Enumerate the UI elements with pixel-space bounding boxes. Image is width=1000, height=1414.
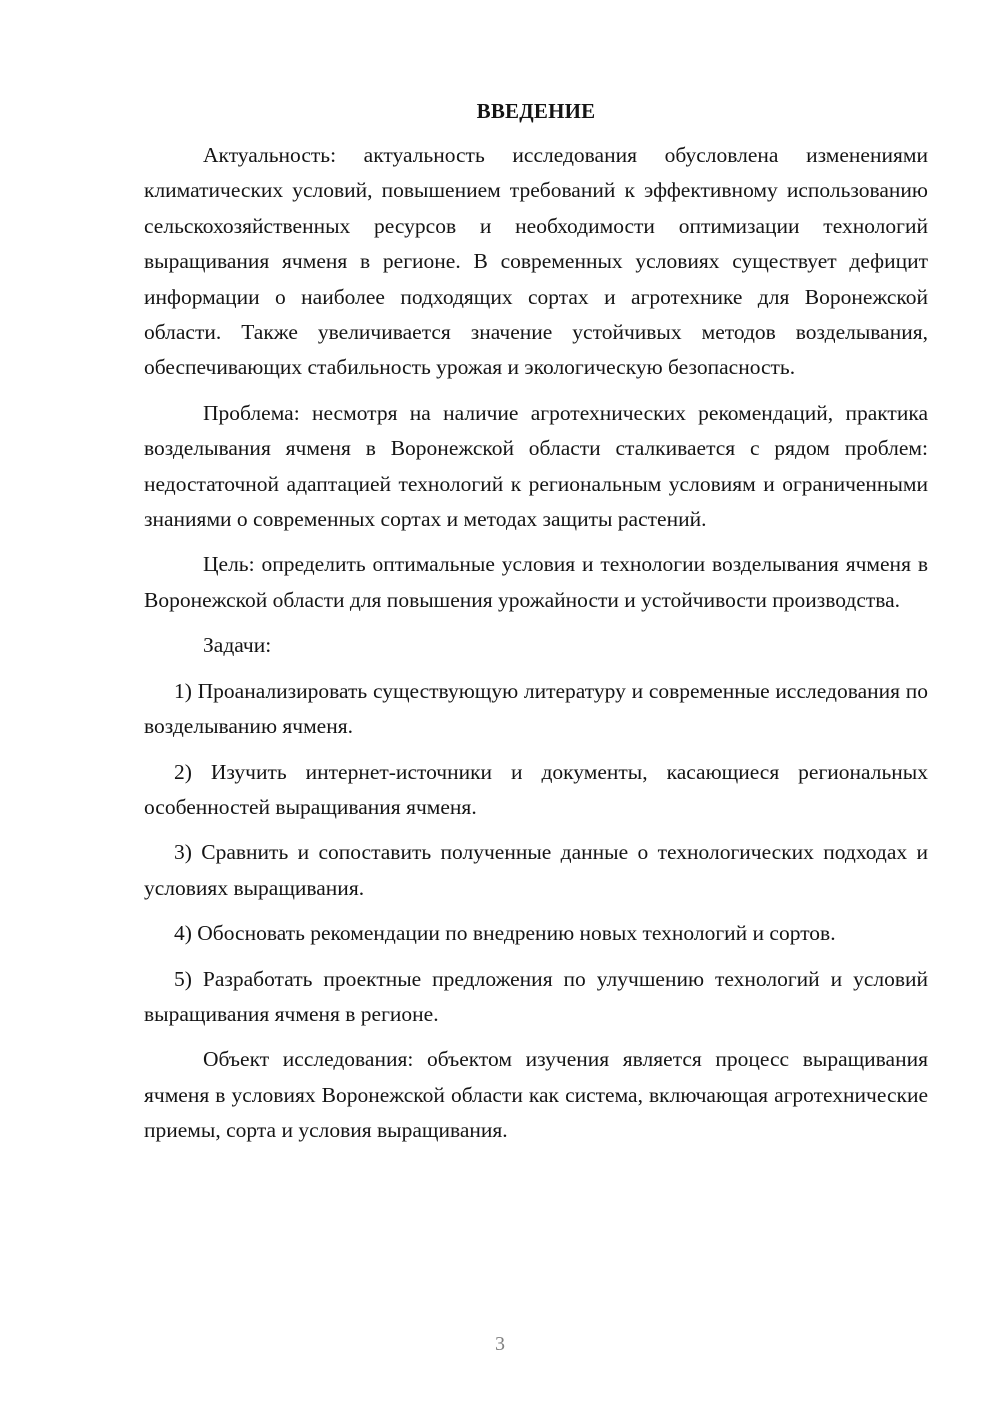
task-item: 5) Разработать проектные предложения по улучшению технологий и условий выращивания ячменя в регионе. bbox=[144, 966, 928, 1026]
document-page bbox=[144, 96, 928, 1159]
tasks-list bbox=[144, 674, 928, 1033]
task-item: 4) Обосновать рекомендации по внедрению новых технологий и сортов. bbox=[174, 921, 836, 946]
tasks-label: Задачи: bbox=[203, 633, 272, 658]
page-number: 3 bbox=[495, 1333, 505, 1355]
task-item: 2) Изучить интернет-источники и документы, касающиеся региональных особенностей выращивания ячменя. bbox=[144, 759, 928, 819]
task-item: 3) Сравнить и сопоставить полученные данные о технологических подходах и условиях выращивания. bbox=[144, 840, 928, 900]
problem-paragraph: Проблема: несмотря на наличие агротехнических рекомендаций, практика возделывания ячменя в Воронежской области сталкивается с рядом проблем: недостаточной адаптацией технологий к региональным условиям и ограниченными знаниями о современных сортах и методах защиты растений. bbox=[144, 400, 928, 532]
object-paragraph: Объект исследования: объектом изучения является процесс выращивания ячменя в условиях Воронежской области как система, включающая агротехнические приемы, сорта и условия выращивания. bbox=[144, 1047, 928, 1143]
section-title: ВВЕДЕНИЕ bbox=[476, 99, 596, 123]
relevance-paragraph: Актуальность: актуальность исследования обусловлена изменениями климатических условий, повышением требований к эффективному использованию сельскохозяйственных ресурсов и необходимости оптимизации технологий выращивания ячменя в регионе. В современных условиях существует дефицит информации о наиболее подходящих сортах и агротехнике для Воронежской области. Также увеличивается значение устойчивых методов возделывания, обеспечивающих стабильность урожая и экологическую безопасность. bbox=[144, 143, 928, 380]
goal-paragraph: Цель: определить оптимальные условия и технологии возделывания ячменя в Воронежской области для повышения урожайности и устойчивости производства. bbox=[144, 552, 928, 612]
task-item: 1) Проанализировать существующую литературу и современные исследования по возделыванию ячменя. bbox=[144, 678, 928, 739]
